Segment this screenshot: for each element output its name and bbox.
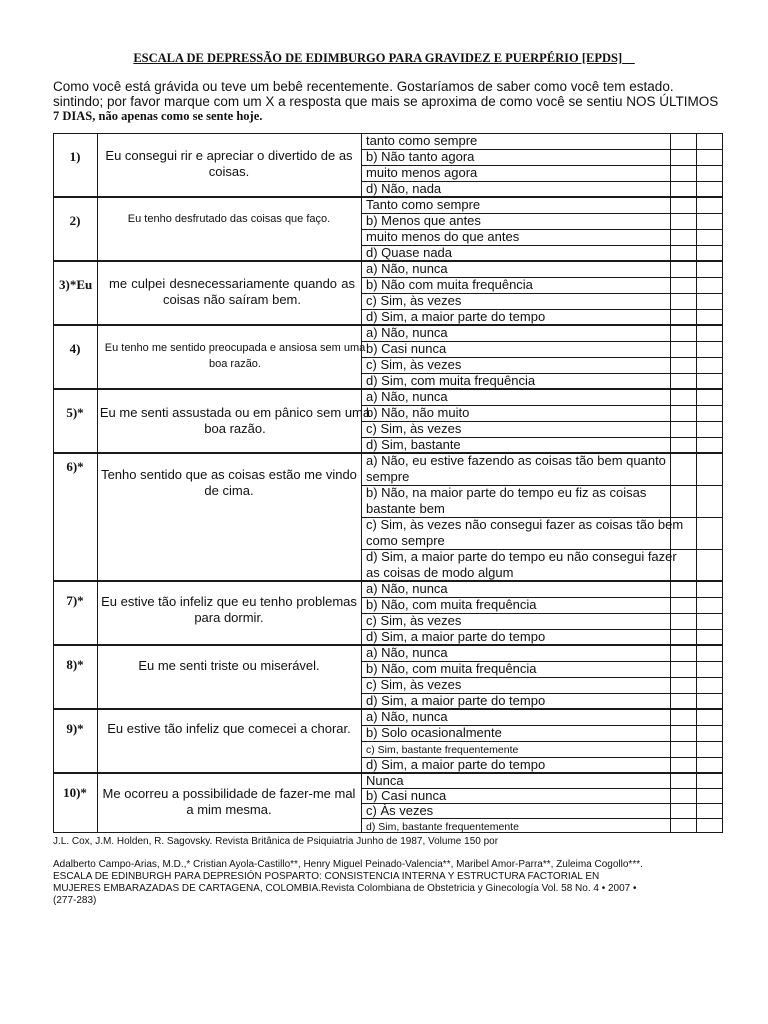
question-number: 10)* [63, 785, 87, 800]
answer-option[interactable] [366, 549, 677, 580]
answer-option[interactable]: muito menos do que antes [366, 229, 520, 244]
answer-option[interactable]: b) Menos que antes [366, 213, 481, 228]
answer-option[interactable]: d) Sim, a maior parte do tempo [366, 757, 546, 772]
answer-option[interactable]: b) Não, não muito [366, 405, 470, 420]
document-title: ESCALA DE DEPRESSÃO DE EDIMBURGO PARA GRAVIDEZ E PUERPÉRIO [EPDS]__ [133, 51, 635, 65]
answer-option[interactable]: d) Sim, bastante frequentemente [366, 821, 519, 833]
answer-option[interactable]: d) Sim, a maior parte do tempo [366, 309, 546, 324]
table-border-right [722, 133, 723, 833]
answer-option[interactable]: b) Não com muita frequência [366, 277, 533, 292]
answer-option[interactable]: b) Casi nunca [366, 788, 447, 803]
question-number: 2) [69, 213, 81, 228]
question-number: 1) [69, 149, 81, 164]
question-text: Eu estive tão infeliz que eu tenho problemas para dormir. [101, 594, 357, 625]
answer-option[interactable]: a) Não, nunca [366, 389, 448, 404]
answer-option[interactable]: a) Não, nunca [366, 645, 448, 660]
answer-option-line: a) Não, eu estive fazendo as coisas tão bem quanto [366, 453, 666, 468]
answer-option[interactable]: c) Sim, às vezes [366, 613, 462, 628]
question-number: 4) [69, 341, 81, 356]
answer-option[interactable]: Nunca [366, 773, 404, 788]
question-text: Eu tenho me sentido preocupada e ansiosa sem uma boa razão. [104, 342, 366, 370]
answer-option[interactable]: b) Solo ocasionalmente [366, 725, 502, 740]
answer-option-line: c) Sim, às vezes não consegui fazer as coisas tão bem [366, 517, 684, 532]
answer-option-line: como sempre [366, 532, 445, 548]
answer-option[interactable]: b) Não tanto agora [366, 149, 475, 164]
question-text: me culpei desnecessariamente quando as coisas não saíram bem. [109, 276, 355, 307]
question-number: 8)* [66, 657, 84, 672]
question-number: 9)* [66, 721, 84, 736]
question-text: Eu estive tão infeliz que comecei a chorar. [107, 721, 351, 736]
question-number: 3)*Eu [59, 277, 93, 292]
footer-citation-5: (277-283) [53, 895, 97, 906]
intro-line-1: Como você está grávida ou teve um bebê recentemente. Gostaríamos de saber como você tem estado. [53, 79, 674, 94]
answer-option[interactable]: tanto como sempre [366, 133, 478, 148]
answer-option[interactable]: c) Sim, bastante frequentemente [366, 744, 519, 756]
question-number: 7)* [66, 593, 84, 608]
answer-option[interactable]: d) Não, nada [366, 181, 442, 196]
question-text: Tenho sentido que as coisas estão me vindo de cima. [101, 467, 357, 498]
column-divider-question [361, 133, 362, 833]
answer-option-line: as coisas de modo algum [366, 564, 514, 580]
answer-option[interactable]: a) Não, nunca [366, 261, 448, 276]
answer-option[interactable]: Tanto como sempre [366, 197, 481, 212]
footer-citation-1: J.L. Cox, J.M. Holden, R. Sagovsky. Revista Britânica de Psiquiatria Junho de 1987, Volume 150 por [53, 836, 499, 847]
column-divider-answer-box [670, 133, 671, 833]
answer-option[interactable]: d) Quase nada [366, 245, 453, 260]
answer-option[interactable]: b) Não, com muita frequência [366, 597, 537, 612]
answer-option[interactable]: d) Sim, com muita frequência [366, 373, 536, 388]
answer-option[interactable]: c) Sim, às vezes [366, 357, 462, 372]
answer-option[interactable]: a) Não, nunca [366, 581, 448, 596]
answer-option-line: b) Não, na maior parte do tempo eu fiz as coisas [366, 485, 647, 500]
footer-citation-3: ESCALA DE EDINBURGH PARA DEPRESIÓN POSPARTO: CONSISTENCIA INTERNA Y ESTRUCTURA FACTORIAL EN [53, 871, 600, 882]
answer-option[interactable]: b) Não, com muita frequência [366, 661, 537, 676]
answer-option[interactable]: muito menos agora [366, 165, 478, 180]
epds-questionnaire-table [53, 133, 723, 833]
question-text: Me ocorreu a possibilidade de fazer-me mal a mim mesma. [102, 786, 356, 817]
question-number: 5)* [66, 405, 84, 420]
column-divider-number [97, 133, 98, 833]
footer-citation-4: MUJERES EMBARAZADAS DE CARTAGENA, COLOMBIA.Revista Colombiana de Obstetricia y Ginecología Vol. 58 No. 4 • 2007 • [53, 883, 637, 894]
answer-option[interactable] [366, 453, 666, 484]
question-text: Eu me senti triste ou miserável. [138, 658, 320, 673]
answer-option[interactable]: d) Sim, a maior parte do tempo [366, 693, 546, 708]
answer-option[interactable]: c) Às vezes [366, 803, 434, 818]
question-number: 6)* [66, 459, 84, 474]
answer-option[interactable] [366, 517, 683, 548]
answer-option[interactable]: a) Não, nunca [366, 325, 448, 340]
intro-line-3: 7 DIAS, não apenas como se sente hoje. [53, 109, 263, 123]
answer-option[interactable]: a) Não, nunca [366, 709, 448, 724]
column-divider-answer-box-2 [696, 133, 697, 833]
answer-option-line: sempre [366, 468, 410, 484]
option-row-separator [361, 741, 723, 742]
answer-option[interactable]: d) Sim, bastante [366, 437, 461, 452]
answer-option-line: d) Sim, a maior parte do tempo eu não consegui fazer [366, 549, 677, 564]
answer-option[interactable]: c) Sim, às vezes [366, 421, 462, 436]
answer-option[interactable]: b) Casi nunca [366, 341, 447, 356]
intro-line-2: sintindo; por favor marque com um X a resposta que mais se aproxima de como você se sentiu NOS ÚLTIMOS [53, 94, 719, 109]
answer-option[interactable]: c) Sim, às vezes [366, 677, 462, 692]
answer-option[interactable]: d) Sim, a maior parte do tempo [366, 629, 546, 644]
answer-option[interactable]: c) Sim, às vezes [366, 293, 462, 308]
footer-citation-2: Adalberto Campo-Arias, M.D.,* Cristian Ayola-Castillo**, Henry Miguel Peinado-Valencia**, Maribel Amor-Parra**, Zuleima Cogollo***. [53, 859, 643, 870]
question-text: Eu tenho desfrutado das coisas que faço. [127, 213, 331, 225]
question-text: Eu me senti assustada ou em pânico sem uma boa razão. [99, 405, 371, 436]
question-text: Eu consegui rir e apreciar o divertido de as coisas. [105, 148, 353, 179]
answer-option[interactable] [366, 485, 646, 516]
answer-option-line: bastante bem [366, 500, 445, 516]
